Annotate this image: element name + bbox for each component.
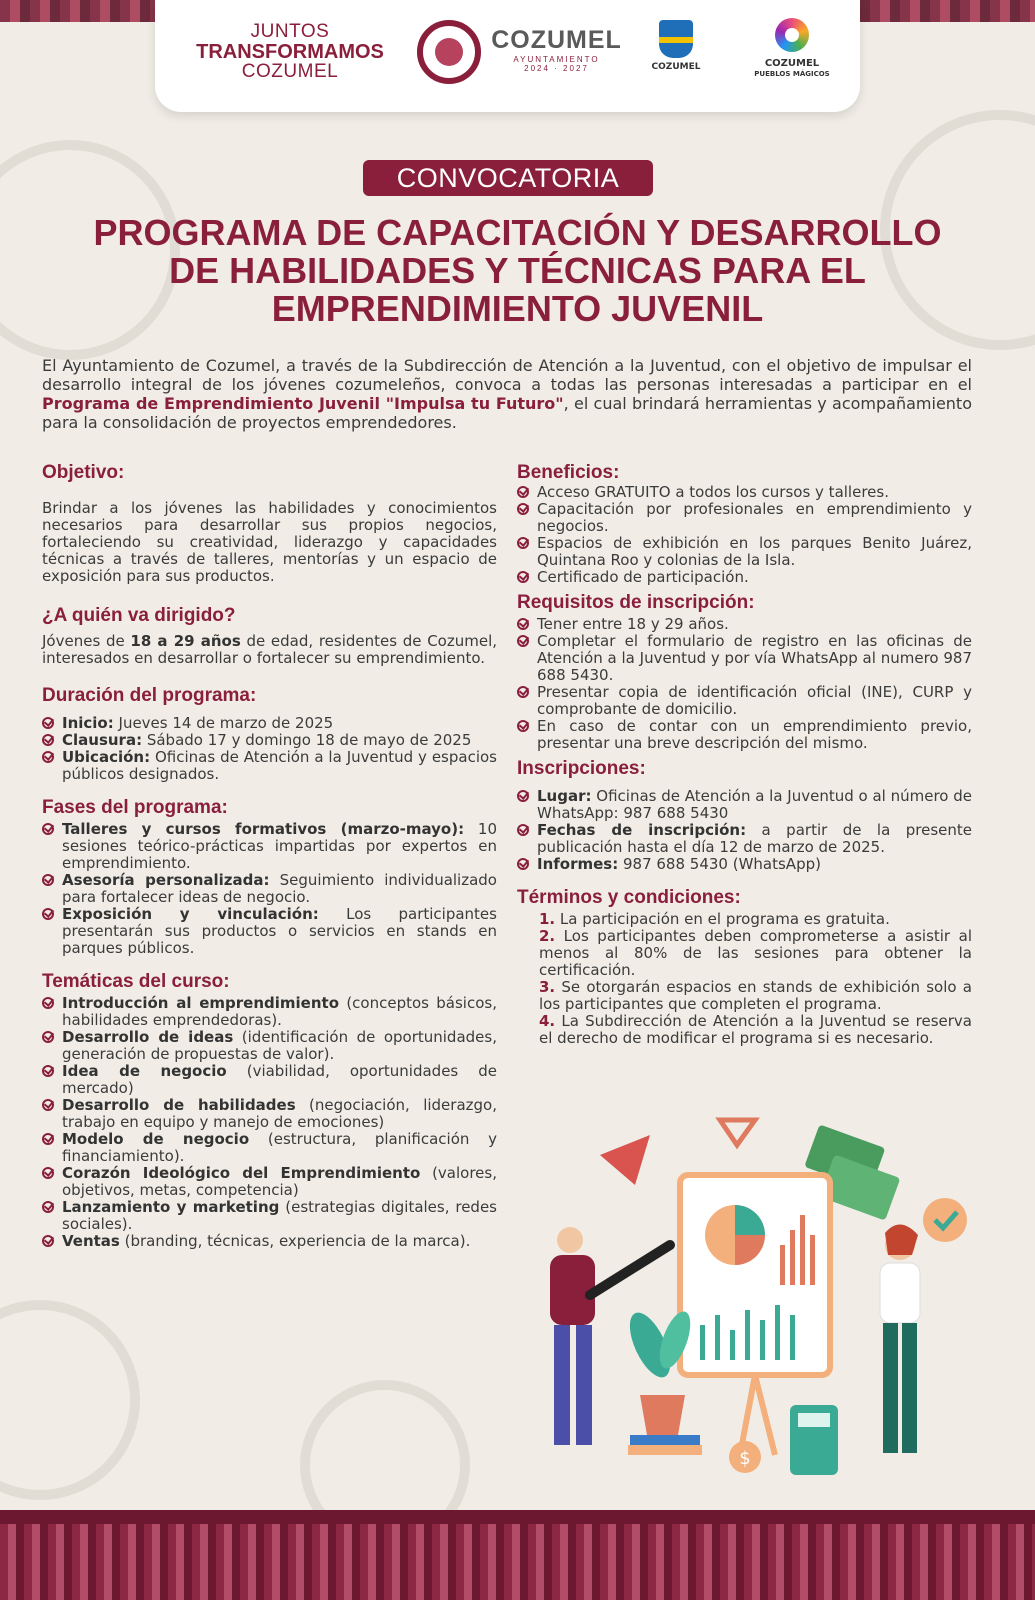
inscripciones-list bbox=[517, 788, 972, 873]
entrepreneurship-illustration bbox=[540, 1115, 970, 1485]
list-item: Modelo de negocio (estructura, planificación y financiamiento). bbox=[42, 1131, 497, 1165]
slogan-logo: JUNTOS TRANSFORMAMOS COZUMEL bbox=[196, 21, 384, 82]
check-icon bbox=[42, 823, 54, 835]
check-icon bbox=[517, 858, 529, 870]
shield-label: COZUMEL bbox=[651, 62, 701, 72]
intro-paragraph: El Ayuntamiento de Cozumel, a través de la Subdirección de Atención a la Juventud, con el objetivo de impulsar el desarrollo integral de los jóvenes cozumeleños, convoca a todas las personas interesadas a participar en el Programa de Emprendimiento Juvenil "Impulsa tu Futuro", el cual brindará herramientas y acompañamiento para la consolidación de proyectos emprendedores. bbox=[42, 356, 972, 432]
list-item: Ventas (branding, técnicas, experiencia de la marca). bbox=[42, 1233, 497, 1250]
check-icon bbox=[517, 486, 529, 498]
check-icon bbox=[42, 1201, 54, 1213]
beneficios-heading: Beneficios: bbox=[517, 462, 620, 483]
ayuntamiento-seal-icon bbox=[417, 20, 481, 84]
list-item: Espacios de exhibición en los parques Benito Juárez, Quintana Roo y colonias de la Isla. bbox=[517, 535, 972, 569]
fases-heading: Fases del programa: bbox=[42, 797, 228, 818]
woman-leg bbox=[902, 1323, 917, 1453]
list-item: En caso de contar con un emprendimiento previo, presentar una breve descripción del mismo. bbox=[517, 718, 972, 752]
ayuntamiento-logo: COZUMEL AYUNTAMIENTO 2024 · 2027 bbox=[491, 26, 622, 73]
list-item: Fechas de inscripción: a partir de la presente publicación hasta el día 12 de marzo de 2025. bbox=[517, 822, 972, 856]
pueblos-magicos-logo: COZUMEL PUEBLOS MÁGICOS bbox=[754, 58, 830, 78]
man-body bbox=[550, 1255, 595, 1325]
book-stack bbox=[630, 1435, 700, 1445]
list-item: 1. La participación en el programa es gratuita. bbox=[539, 910, 890, 928]
man-leg bbox=[554, 1325, 570, 1445]
bg-decoration bbox=[0, 1300, 140, 1500]
check-icon bbox=[42, 1099, 54, 1111]
list-item: Exposición y vinculación: Los participantes presentarán sus productos o servicios en stands en parques públicos. bbox=[42, 906, 497, 957]
check-icon bbox=[517, 571, 529, 583]
check-icon bbox=[517, 686, 529, 698]
check-icon bbox=[42, 874, 54, 886]
check-icon bbox=[42, 1235, 54, 1247]
list-item: Capacitación por profesionales en emprendimiento y negocios. bbox=[517, 501, 972, 535]
list-item: Desarrollo de ideas (identificación de oportunidades, generación de propuestas de valor). bbox=[42, 1029, 497, 1063]
terminos-heading: Términos y condiciones: bbox=[517, 887, 741, 908]
check-icon bbox=[517, 503, 529, 515]
terminos-list bbox=[517, 911, 972, 1047]
check-icon bbox=[42, 1065, 54, 1077]
check-icon bbox=[42, 734, 54, 746]
list-item: Certificado de participación. bbox=[517, 569, 972, 586]
header-logos bbox=[155, 0, 860, 112]
book-stack bbox=[628, 1445, 702, 1455]
check-icon bbox=[42, 908, 54, 920]
list-item: Corazón Ideológico del Emprendimiento (valores, objetivos, metas, competencia) bbox=[42, 1165, 497, 1199]
list-item: Ubicación: Oficinas de Atención a la Juventud y espacios públicos designados. bbox=[42, 749, 497, 783]
list-item: Lugar: Oficinas de Atención a la Juventud o al número de WhatsApp: 987 688 5430 bbox=[517, 788, 972, 822]
man-leg bbox=[576, 1325, 592, 1445]
dirigido-text: Jóvenes de 18 a 29 años de edad, residentes de Cozumel, interesados en desarrollar o fortalecer su emprendimiento. bbox=[42, 632, 498, 667]
list-item: Asesoría personalizada: Seguimiento individualizado para fortalecer ideas de negocio. bbox=[42, 872, 497, 906]
list-item: Talleres y cursos formativos (marzo-mayo): 10 sesiones teórico-prácticas impartidas por expertos en emprendimiento. bbox=[42, 821, 497, 872]
check-icon bbox=[517, 824, 529, 836]
cozumel-shield-icon bbox=[659, 20, 693, 58]
check-icon bbox=[42, 1167, 54, 1179]
list-item: Tener entre 18 y 29 años. bbox=[517, 616, 972, 633]
list-item: 2. Los participantes deben comprometerse a asistir al menos al 80% de las sesiones para obtener la certificación. bbox=[539, 927, 972, 979]
list-item: Idea de negocio (viabilidad, oportunidades de mercado) bbox=[42, 1063, 497, 1097]
objetivo-heading: Objetivo: bbox=[42, 462, 125, 483]
check-icon bbox=[517, 618, 529, 630]
check-icon bbox=[42, 717, 54, 729]
beneficios-list bbox=[517, 484, 972, 586]
check-icon bbox=[42, 751, 54, 763]
left-column bbox=[42, 462, 497, 1250]
dollar-icon: $ bbox=[739, 1448, 751, 1469]
triangle-decoration bbox=[720, 1120, 755, 1145]
pencil-icon bbox=[590, 1245, 670, 1295]
fases-list bbox=[42, 821, 497, 957]
check-icon bbox=[42, 997, 54, 1009]
dirigido-heading: ¿A quién va dirigido? bbox=[42, 605, 236, 626]
right-column bbox=[517, 462, 972, 1047]
tematicas-list bbox=[42, 995, 497, 1250]
duracion-list bbox=[42, 715, 497, 783]
list-item: Introducción al emprendimiento (conceptos básicos, habilidades emprendedoras). bbox=[42, 995, 497, 1029]
list-item: Inicio: Jueves 14 de marzo de 2025 bbox=[42, 715, 497, 732]
list-item: Lanzamiento y marketing (estrategias digitales, redes sociales). bbox=[42, 1199, 497, 1233]
woman-leg bbox=[883, 1323, 898, 1453]
check-icon bbox=[517, 537, 529, 549]
list-item: 3. Se otorgarán espacios en stands de exhibición solo a los participantes que completen el programa. bbox=[539, 978, 972, 1013]
requisitos-list bbox=[517, 616, 972, 752]
list-item: Completar el formulario de registro en las oficinas de Atención a la Juventud y por vía WhatsApp al numero 987 688 5430. bbox=[517, 633, 972, 684]
objetivo-text: Brindar a los jóvenes las habilidades y conocimientos necesarios para desarrollar sus propios negocios, fortaleciendo su creatividad, liderazgo y capacidades técnicas a través de talleres, mentorías y un espacio de exposición para sus productos. bbox=[42, 499, 497, 585]
woman-body bbox=[880, 1263, 920, 1323]
list-item: Informes: 987 688 5430 (WhatsApp) bbox=[517, 856, 972, 873]
list-item: 4. La Subdirección de Atención a la Juventud se reserva el derecho de modificar el programa si es necesario. bbox=[539, 1012, 972, 1047]
check-icon bbox=[517, 790, 529, 802]
man-head bbox=[557, 1227, 583, 1253]
requisitos-heading: Requisitos de inscripción: bbox=[517, 592, 755, 613]
inscripciones-heading: Inscripciones: bbox=[517, 758, 646, 779]
convocatoria-badge: CONVOCATORIA bbox=[363, 160, 653, 196]
check-icon bbox=[517, 635, 529, 647]
list-item: Desarrollo de habilidades (negociación, liderazgo, trabajo en equipo y manejo de emociones) bbox=[42, 1097, 497, 1131]
list-item: Presentar copia de identificación oficial (INE), CURP y comprobante de domicilio. bbox=[517, 684, 972, 718]
rocket-icon bbox=[600, 1135, 650, 1185]
list-item: Clausura: Sábado 17 y domingo 18 de mayo de 2025 bbox=[42, 732, 497, 749]
list-item: Acceso GRATUITO a todos los cursos y talleres. bbox=[517, 484, 972, 501]
page-title: PROGRAMA DE CAPACITACIÓN Y DESARROLLO DE HABILIDADES Y TÉCNICAS PARA EL EMPRENDIMIENTO JUVENIL bbox=[93, 212, 942, 329]
calculator-screen bbox=[798, 1413, 830, 1427]
woman-hair bbox=[885, 1224, 918, 1255]
speech-bubble bbox=[923, 1198, 967, 1242]
tematicas-heading: Temáticas del curso: bbox=[42, 971, 230, 992]
check-icon bbox=[42, 1031, 54, 1043]
duracion-heading: Duración del programa: bbox=[42, 685, 257, 706]
easel-leg bbox=[755, 1375, 775, 1455]
check-icon bbox=[517, 720, 529, 732]
flower-pot bbox=[640, 1395, 685, 1435]
pueblos-magicos-icon bbox=[775, 18, 809, 52]
check-icon bbox=[42, 1133, 54, 1145]
bottom-decorative-band bbox=[0, 1510, 1035, 1600]
